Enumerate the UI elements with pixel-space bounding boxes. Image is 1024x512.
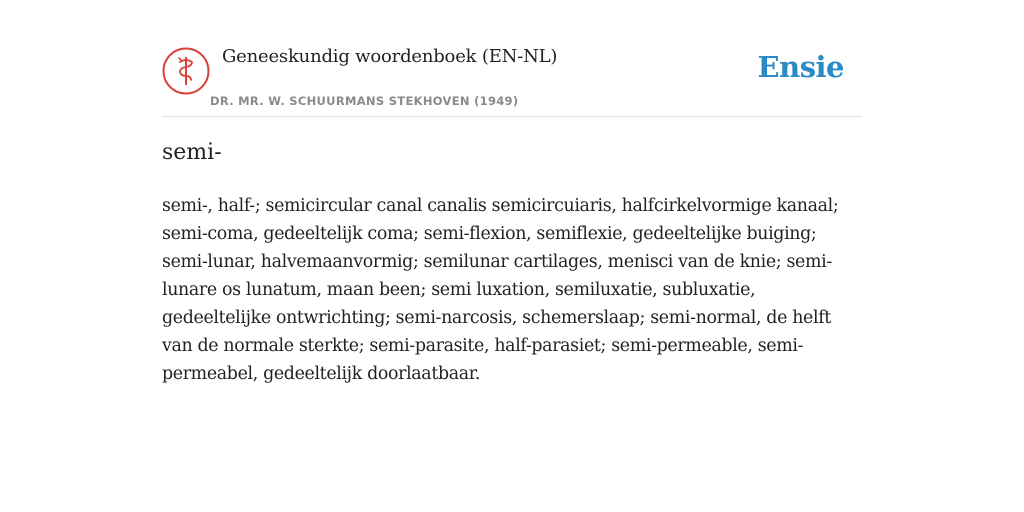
entry-headword: semi- [162,140,222,165]
page-container [162,0,862,512]
ensie-logo-link[interactable]: Ensie [757,50,844,84]
caduceus-icon [162,47,210,95]
book-author: DR. MR. W. SCHUURMANS STEKHOVEN (1949) [210,94,519,108]
header [162,0,862,117]
entry-definition: semi-, half-; semicircular canal canalis semicircuiaris, halfcirkelvormige kanaal; semi-coma, gedeeltelijk coma; semi-flexion, semiflexie, gedeeltelijke buiging; semi-lunar, halvemaanvormig; semilunar cartilages, menisci van de knie; semi-lunare os lunatum, maan been; semi luxation, semiluxatie, subluxatie, gedeeltelijke ontwrichting; semi-narcosis, schemerslaap; semi-normal, de helft van de normale sterkte; semi-parasite, half-parasiet; semi-permeable, semi-permeabel, gedeeltelijk doorlaatbaar. [162,196,839,384]
book-title-link[interactable]: Geneeskundig woordenboek (EN-NL) [222,46,558,67]
